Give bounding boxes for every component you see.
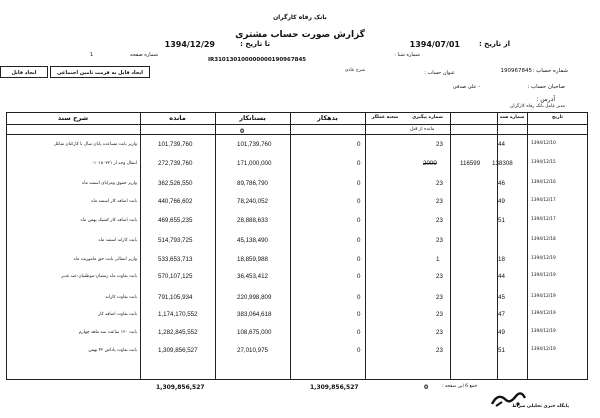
cell-doc: 44: [498, 273, 505, 280]
cell-doc: 51: [498, 217, 505, 224]
cell-debit: 0: [357, 237, 361, 244]
col-header-credit: بستانکار: [239, 114, 266, 122]
opening-balance: 0: [240, 128, 245, 135]
col-divider: [290, 112, 291, 380]
cell-doc: 44: [498, 141, 505, 148]
cell-credit: 78,240,052: [237, 198, 268, 205]
col-divider: [450, 112, 451, 380]
col-divider: [140, 112, 141, 380]
account-title-label: عنوان حساب :: [424, 70, 455, 76]
address-value: مدیر عامل بانک رفاه کارگران: [510, 104, 565, 109]
cell-branch: 23: [436, 141, 443, 148]
cell-balance: 101,739,760: [158, 141, 193, 148]
cell-debit: 0: [357, 347, 361, 354]
cell-branch: 23: [436, 237, 443, 244]
total-debit: 0: [424, 384, 429, 391]
cell-date: 1394/12/19: [531, 347, 556, 352]
sheba-value: IR310130100000000190967845: [208, 57, 307, 63]
col-header-balance: مانده: [169, 114, 186, 122]
cell-credit: 45,138,490: [237, 237, 268, 244]
header-divider: [6, 124, 588, 125]
cell-branch: 23: [436, 198, 443, 205]
account-description: شرح عادی: [344, 68, 365, 73]
address-label: آدرس :: [536, 96, 555, 103]
cell-description: بابت تفاوت پاداش ۴۲ بهمن: [88, 348, 137, 353]
cell-balance: 469,655,235: [158, 217, 193, 224]
cell-balance: 440,766,602: [158, 198, 193, 205]
opening-label: مانده از قبل: [410, 127, 435, 132]
cell-date: 1394/12/19: [531, 329, 556, 334]
col-divider: [215, 112, 216, 380]
col-header-debit: بدهکار: [317, 114, 338, 122]
cell-doc: 49: [498, 329, 505, 336]
create-file-button[interactable]: ایجاد فایل: [0, 66, 48, 78]
cell-debit: 0: [357, 198, 361, 205]
cell-balance: 1,309,856,527: [158, 347, 198, 354]
cell-branch: 23: [436, 294, 443, 301]
cell-credit: 18,859,988: [237, 256, 268, 263]
col-divider: [497, 112, 498, 380]
cell-credit: 28,888,633: [237, 217, 268, 224]
cell-debit: 0: [357, 256, 361, 263]
col-header-ref: شماره پیگیری: [412, 115, 443, 120]
cell-date: 1394/12/17: [531, 198, 556, 203]
col-header-description: شرح سند: [57, 114, 89, 122]
cell-description: بابت کارانه اسفند ماه: [98, 238, 137, 243]
cell-doc: 47: [498, 311, 505, 318]
report-title: گزارش صورت حساب مشتری: [235, 30, 365, 40]
cell-debit: 0: [357, 273, 361, 280]
cell-description: بابت تفاوت ماه رمضان-موظفیان-عید غدیر: [61, 274, 137, 279]
cell-ref: 116599: [460, 160, 481, 167]
cell-debit: 0: [357, 311, 361, 318]
col-header-branch: شعبه عملگر: [371, 115, 399, 120]
cell-date: 1394/12/19: [531, 273, 556, 278]
cell-credit: 27,010,975: [237, 347, 268, 354]
col-header-date: تاریخ: [552, 115, 563, 120]
cell-balance: 514,793,725: [158, 237, 193, 244]
cell-balance: 570,107,125: [158, 273, 193, 280]
cell-branch: 1: [436, 256, 440, 263]
account-number-label: شماره حساب :: [532, 68, 568, 74]
cell-description: بابت تفاوت کارانه: [105, 295, 137, 300]
cell-date: 1394/12/16: [531, 180, 556, 185]
watermark-caption: پایگاه خبری تحلیلی صراط: [512, 404, 570, 409]
cell-credit: 171,000,000: [237, 160, 272, 167]
date-from-label: از تاریخ :: [478, 40, 510, 48]
cell-credit: 220,998,809: [237, 294, 272, 301]
date-to: 1394/12/29: [164, 40, 215, 49]
cell-description: واریز حقوق ومزایای اسفند ماه: [82, 181, 137, 186]
col-divider: [527, 112, 528, 380]
cell-description: بابت ۱۲۰ ساعت سه ماهه چهارم: [78, 330, 137, 335]
cell-balance: 362,526,550: [158, 180, 193, 187]
bank-name: بانک رفاه کارگران: [273, 14, 327, 21]
cell-balance: 791,105,934: [158, 294, 193, 301]
owners-label: صاحبان حساب :: [527, 84, 565, 90]
cell-branch: 23: [436, 273, 443, 280]
cell-date: 1394/12/19: [531, 311, 556, 316]
cell-doc: 138308: [492, 160, 513, 167]
date-to-label: تا تاریخ :: [240, 40, 270, 48]
account-number: 190967845: [500, 68, 532, 74]
sheet-number: 1: [90, 52, 94, 58]
cell-branch: 23: [436, 311, 443, 318]
cell-debit: 0: [357, 294, 361, 301]
cell-balance: 533,653,713: [158, 256, 193, 263]
cell-debit: 0: [357, 160, 361, 167]
statement-table: [6, 112, 588, 380]
cell-debit: 0: [357, 217, 361, 224]
cell-credit: 101,739,760: [237, 141, 272, 148]
cell-credit: 89,786,790: [237, 180, 268, 187]
cell-description: واریز انتقالی بابت حق ماموریت ماه: [73, 257, 137, 262]
export-social-security-button[interactable]: ایجاد فایل به فرمت تامین اجتماعی: [50, 66, 150, 78]
cell-doc: 51: [498, 347, 505, 354]
cell-credit: 383,064,618: [237, 311, 272, 318]
cell-doc: 18: [498, 256, 505, 263]
cell-credit: 36,453,412: [237, 273, 268, 280]
cell-balance: 1,174,170,552: [158, 311, 198, 318]
cell-description: بابت اضافه کار کشیک بهمن ماه: [80, 218, 137, 223]
cell-date: 1394/12/19: [531, 294, 556, 299]
cell-doc: 46: [498, 180, 505, 187]
cell-date: 1394/12/18: [531, 237, 556, 242]
col-header-doc: شماره سند: [499, 115, 525, 120]
cell-branch: 23: [436, 329, 443, 336]
sheba-label: شماره شبا :: [394, 52, 420, 58]
cell-description: بابت تفاوت اضافه کار: [98, 312, 137, 317]
cell-credit: 108,675,000: [237, 329, 272, 336]
cell-doc: 49: [498, 198, 505, 205]
cell-doc: 45: [498, 294, 505, 301]
cell-branch: 23: [436, 180, 443, 187]
cell-description: انتقال وجه از ۱۰۱۸۰۳۲۱-: [92, 161, 137, 166]
cell-balance: 1,282,845,552: [158, 329, 198, 336]
total-credit: 1,309,856,527: [310, 384, 359, 391]
cell-date: 1394/12/19: [531, 256, 556, 261]
cell-branch: 23: [436, 347, 443, 354]
owners-value: - علی صدقی: [452, 84, 480, 90]
opening-divider: [6, 134, 588, 135]
cell-debit: 0: [357, 329, 361, 336]
cell-branch: 23: [436, 217, 443, 224]
cell-description: واریز بابت مساعده پایان سال با کارکنان شاغل: [53, 142, 137, 147]
total-balance: 1,309,856,527: [156, 384, 205, 391]
cell-date: 1394/12/10: [531, 141, 556, 146]
cell-branch: 2000: [423, 160, 437, 167]
cell-debit: 0: [357, 141, 361, 148]
sheet-number-label: شماره صفحه: [130, 52, 158, 58]
cell-description: بابت اضافه کار اسفند ماه: [91, 199, 137, 204]
cell-date: 1394/12/15: [531, 160, 556, 165]
cell-debit: 0: [357, 180, 361, 187]
col-divider: [365, 112, 366, 380]
page-total-label: جمع 6 این صفحه :: [442, 384, 478, 389]
cell-date: 1394/12/17: [531, 217, 556, 222]
cell-balance: 272,739,760: [158, 160, 193, 167]
date-from: 1394/07/01: [409, 40, 460, 49]
